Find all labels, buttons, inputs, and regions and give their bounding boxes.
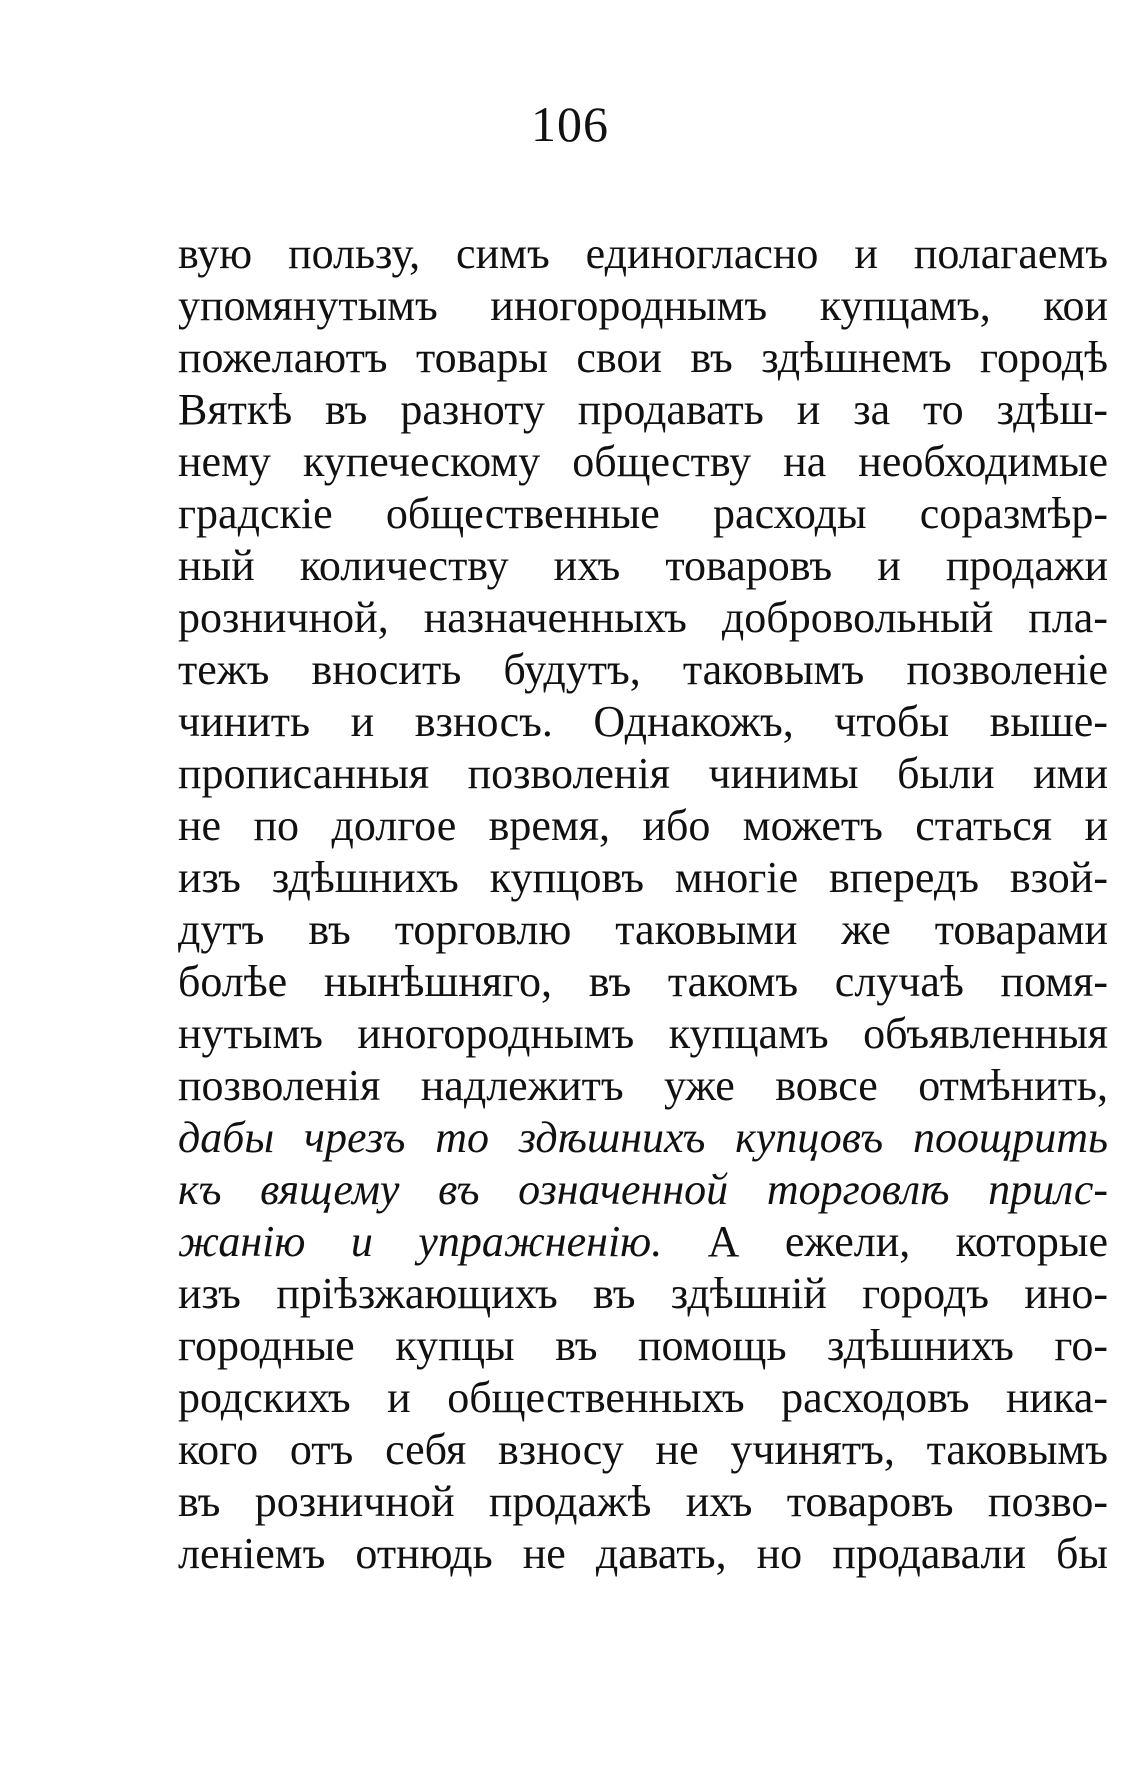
text-line: вую пользу, симъ единогласно и полагаемъ bbox=[178, 229, 1108, 278]
text-line: болѣе нынѣшняго, въ такомъ случаѣ помя- bbox=[178, 957, 1108, 1006]
body-text bbox=[178, 228, 1108, 1580]
text-line: розничной, назначенныхъ добровольный пла- bbox=[178, 593, 1108, 642]
text-line: нутымъ иногороднымъ купцамъ объявленныя bbox=[178, 1009, 1108, 1058]
italic-phrase: жанію и упражненію. bbox=[178, 1217, 663, 1266]
text-line: ный количеству ихъ товаровъ и продажи bbox=[178, 541, 1108, 590]
text-line: упомянутымъ иногороднымъ купцамъ, кои bbox=[178, 281, 1108, 330]
text-line: изъ здѣшнихъ купцовъ многіе впередъ взой- bbox=[178, 853, 1108, 902]
text-line: тежъ вносить будутъ, таковымъ позволеніе bbox=[178, 645, 1108, 694]
text-line-italic: къ вящему въ означенной торговлѣ прилс- bbox=[178, 1165, 1108, 1214]
text-line: изъ пріѣзжающихъ въ здѣшній городъ ино- bbox=[178, 1269, 1108, 1318]
text-line: Вяткѣ въ разноту продавать и за то здѣш- bbox=[178, 385, 1108, 434]
text-line: прописанныя позволенія чинимы были ими bbox=[178, 749, 1108, 798]
text-line: градскіе общественные расходы соразмѣр- bbox=[178, 489, 1108, 538]
page-number: 106 bbox=[531, 96, 609, 152]
text-line-mixed bbox=[178, 1216, 1108, 1268]
text-line-italic: дабы чрезъ то здѣшнихъ купцовъ поощрить bbox=[178, 1113, 1108, 1162]
text-line: кого отъ себя взносу не учинятъ, таковымъ bbox=[178, 1425, 1108, 1474]
text-line: дутъ въ торговлю таковыми же товарами bbox=[178, 905, 1108, 954]
text-line: въ розничной продажѣ ихъ товаровъ позво- bbox=[178, 1477, 1108, 1526]
text-line: нему купеческому обществу на необходимые bbox=[178, 437, 1108, 486]
text-line: родскихъ и общественныхъ расходовъ ника- bbox=[178, 1373, 1108, 1422]
text-line: не по долгое время, ибо можетъ статься и bbox=[178, 801, 1108, 850]
text-line: чинить и взносъ. Однакожъ, чтобы выше- bbox=[178, 697, 1108, 746]
text-line: позволенія надлежитъ уже вовсе отмѣнить, bbox=[178, 1061, 1108, 1110]
text-line: городные купцы въ помощь здѣшнихъ го- bbox=[178, 1321, 1108, 1370]
text-line: леніемъ отнюдь не давать, но продавали бы bbox=[178, 1529, 1108, 1578]
text-line: пожелаютъ товары свои въ здѣшнемъ городѣ bbox=[178, 333, 1108, 382]
normal-phrase: А ежели, которые bbox=[662, 1217, 1108, 1266]
